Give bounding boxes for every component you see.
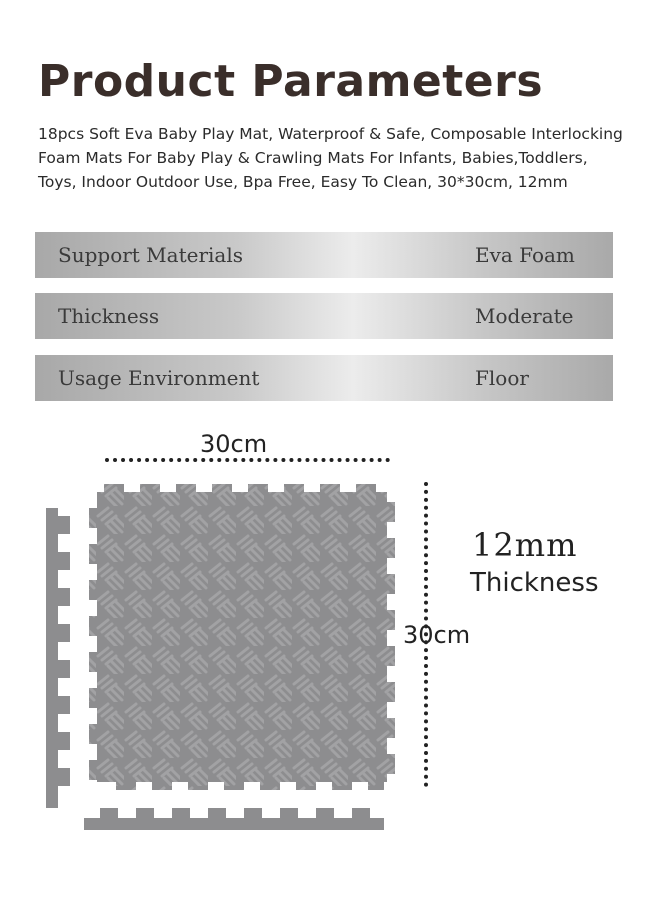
param-row-thickness [35, 293, 613, 339]
foam-mat-tile-illustration [40, 478, 410, 838]
param-row-support-materials [35, 232, 613, 278]
param-value: Moderate [475, 304, 574, 328]
param-label: Support Materials [58, 243, 243, 267]
mat-edge-strip-left [46, 508, 70, 808]
param-value: Eva Foam [475, 243, 575, 267]
mat-tile [89, 484, 395, 790]
product-description: 18pcs Soft Eva Baby Play Mat, Waterproof & Safe, Composable Interlocking Foam Mats For Baby Play & Crawling Mats For Infants, Babies,Toddlers, Toys, Indoor Outdoor Use, Bpa Free, Easy To Clean, 30*30cm, 12mm [38, 125, 623, 191]
width-dimension-label: 30cm [200, 430, 268, 458]
param-label: Usage Environment [58, 366, 260, 390]
mat-edge-strip-bottom [84, 808, 384, 830]
thickness-label: Thickness [470, 568, 599, 598]
param-value: Floor [475, 366, 529, 390]
width-dimension-line [105, 458, 390, 462]
page-title: Product Parameters [38, 56, 544, 107]
height-dimension-label: 30cm [403, 621, 471, 649]
thickness-value: 12mm [472, 526, 578, 564]
param-row-usage-environment [35, 355, 613, 401]
param-label: Thickness [58, 304, 160, 328]
